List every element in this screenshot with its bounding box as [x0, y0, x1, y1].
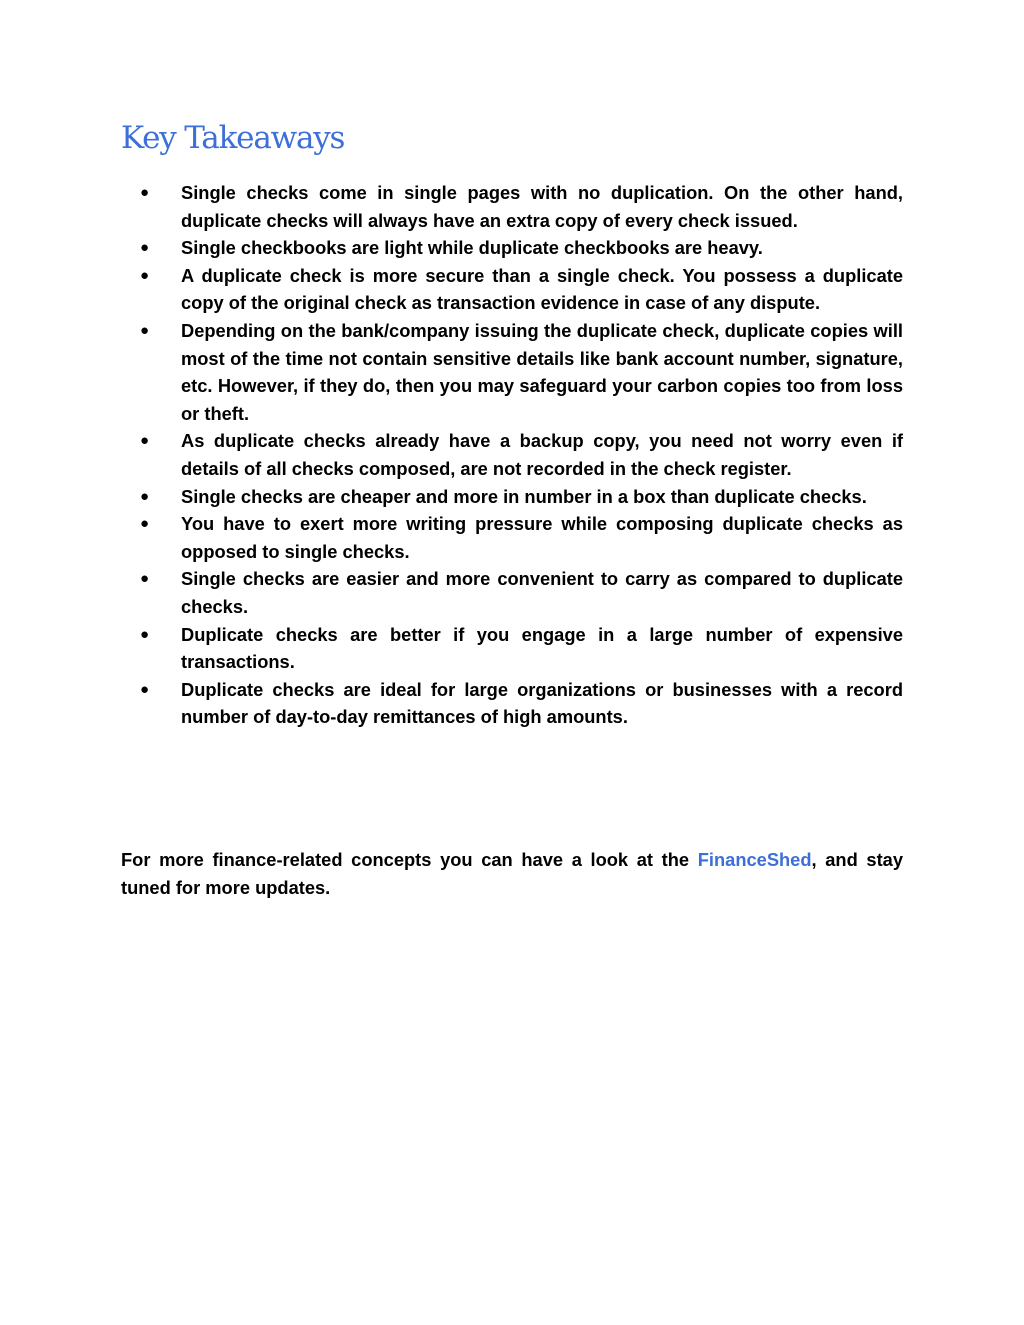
closing-text-before-link: For more finance-related concepts you can have a look at the — [121, 849, 698, 870]
takeaway-text: Single checks are cheaper and more in number in a box than duplicate checks. — [181, 485, 867, 507]
bullet-icon: ● — [140, 680, 150, 698]
bullet-icon: ● — [140, 625, 150, 643]
takeaway-item — [121, 483, 903, 511]
takeaway-text: You have to exert more writing pressure while composing duplicate checks as opposed to single checks. — [181, 513, 903, 562]
bullet-icon: ● — [140, 266, 150, 284]
takeaway-text: Duplicate checks are better if you engage in a large number of expensive transactions. — [181, 623, 903, 673]
takeaway-text: A duplicate check is more secure than a single check. You possess a duplicate copy of the original check as transaction evidence in case of any dispute. — [181, 264, 903, 314]
bullet-icon: ● — [140, 184, 150, 201]
takeaway-text: Depending on the bank/company issuing the duplicate check, duplicate copies will most of the time not contain sensitive details like bank account number, signature, etc. However, if they do, then you may safeguard your carbon copies too from loss or theft. — [181, 319, 903, 424]
takeaway-item — [121, 565, 903, 620]
takeaway-text: Duplicate checks are ideal for large organizations or businesses with a record number of day-to-day remittances of high amounts. — [181, 678, 903, 728]
bullet-icon: ● — [140, 515, 150, 533]
takeaway-text: Single checks come in single pages with no duplication. On the other hand, duplicate checks will always have an extra copy of every check issued. — [181, 182, 903, 231]
bullet-icon: ● — [140, 487, 150, 505]
takeaway-text: Single checkbooks are light while duplicate checkbooks are heavy. — [181, 237, 763, 259]
takeaway-text: As duplicate checks already have a backup copy, you need not worry even if details of all checks composed, are not recorded in the check register. — [181, 430, 903, 479]
closing-text-after-link: , and stay tuned for more updates. — [121, 849, 903, 898]
takeaway-item — [121, 621, 903, 676]
takeaway-item — [121, 427, 903, 482]
takeaway-item — [121, 510, 903, 565]
closing-paragraph — [121, 846, 903, 902]
bullet-icon: ● — [140, 432, 150, 450]
takeaway-item — [121, 676, 903, 731]
bullet-icon: ● — [140, 570, 150, 588]
takeaway-item — [121, 234, 903, 262]
takeaway-item — [121, 317, 903, 427]
takeaways-list — [121, 179, 903, 731]
takeaway-item — [121, 179, 903, 234]
section-heading: Key Takeaways — [121, 120, 345, 156]
takeaway-item — [121, 262, 903, 317]
bullet-icon: ● — [140, 239, 150, 257]
bullet-icon: ● — [140, 321, 150, 339]
takeaway-text: Single checks are easier and more convenient to carry as compared to duplicate checks. — [181, 568, 903, 617]
financeshed-link[interactable]: FinanceShed — [697, 849, 812, 870]
